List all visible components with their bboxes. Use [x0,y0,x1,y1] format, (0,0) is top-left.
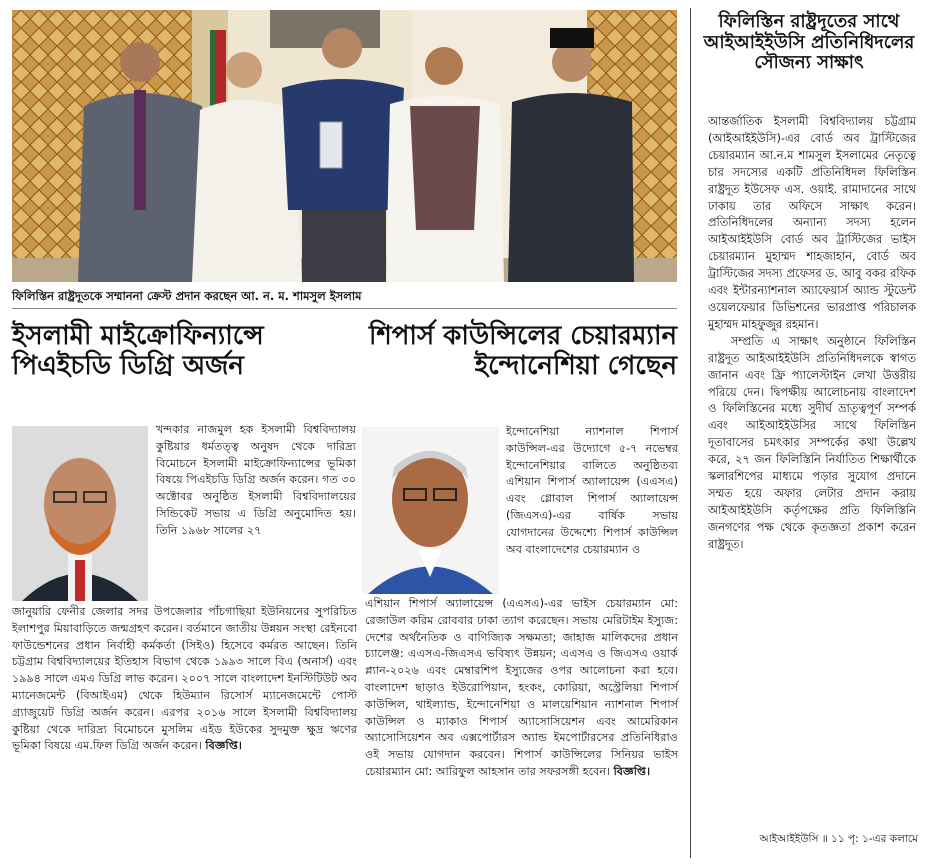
headline-shippers-council: শিপার্স কাউন্সিলের চেয়ারম্যান ইন্দোনেশিয়া গেছেন [368,321,677,381]
portrait-illustration-2 [362,427,499,594]
article-phd-sign: বিজ্ঞপ্তি। [205,739,242,753]
article-phd-body-lower [12,604,357,755]
main-photo [12,10,677,282]
article-phd-paragraph-1: খন্দকার নাজমুল হক ইসলামী বিশ্ববিদ্যালয় কুষ্টিয়ার ধর্মতত্ত্ব অনুষদ থেকে দারিদ্র্য বিমোচনে ইসলামী মাইক্রোফিন্যান্সের ভূমিকা বিষয়ে পিএইচডি ডিগ্রি অর্জন করেন। গত ৩০ অক্টোবর অনুষ্ঠিত ইসলামী বিশ্ববিদ্যালয়ের সিন্ডিকেট সভায় এ ডিগ্রি অনুমোদিত হয়। তিনি ১৯৬৮ সালের ২৭ [156,423,356,537]
article-shippers-paragraph-2: এশিয়ান শিপার্স অ্যালায়েন্স (এএসএ)-এর ভাইস চেয়ারম্যান মো: রেজাউল করিম রোববার ঢাকা ত্যাগ করেছেন। সভায় মেরিটাইম ইস্যুজ: দেশের অর্থনৈতিক ও বাণিজ্যিক সক্ষমতা; জাহাজ মালিকদের প্রধান চ্যালেঞ্জ: এএসএ-জিএসএ ভবিষ্যৎ উন্নয়ন; এএসএ ও জিএসএ ওয়ার্ক প্ল্যান-২০২৬ এবং মেম্বারশিপ ইস্যুজের ওপর আলোচনা করা হবে। বাংলাদেশ ছাড়াও ইউরোপিয়ান, হংকং, কোরিয়া, অস্ট্রেলিয়া শিপার্স কাউন্সিল, থাইল্যান্ড, ইন্দোনেশিয়া ও মালয়েশিয়ান ন্যাশনাল শিপার্স কাউন্সিল ও ম্যাকাও শিপার্স অ্যাসোসিয়েশন এবং আমেরিকান অ্যাসোসিয়েশন অব এক্সপোর্টারস অ্যান্ড ইমপোর্টারসের প্রতিনিধিরাও ওই সভায় যোগদান করবেন। শিপার্স কাউন্সিলের সিনিয়র ভাইস চেয়ারম্যান মো: আরিফুল আহসান তার সফরসঙ্গী হবেন। [365,597,678,778]
portrait-khondokar-nazmul-hoque [12,426,148,601]
article-palestine-body [708,113,916,553]
photo-caption: ফিলিস্তিন রাষ্ট্রদূতকে সম্মাননা ক্রেস্ট প্রদান করছেন আ. ন. ম. শামসুল ইসলাম [12,289,362,303]
article-palestine-paragraph-2: সম্প্রতি এ সাক্ষাৎ অনুষ্ঠানে ফিলিস্তিন রাষ্ট্রদূত আইআইইউসি প্রতিনিধিদলকে স্বাগত জানান এবং ফ্রি প্যালেস্টাইন লেখা উত্তরীয় পরিয়ে দেন। দ্বিপক্ষীয় আলোচনায় বাংলাদেশ ও ফিলিস্তিনের মধ্যে সুদীর্ঘ ভ্রাতৃত্বপূর্ণ সম্পর্ক এবং আইআইইউসির সাথে ফিলিস্তিন দূতাবাসের চমৎকার সম্পর্কের কথা উল্লেখ করে, ২৭ জন ফিলিস্তিনি নির্যাতিত শিক্ষার্থীকে স্কলারশিপের মাধ্যমে পড়ার সুযোগ প্রদানে সম্মত হয়ে অফার লেটার প্রদান করায় আইআইইউসি কর্তৃপক্ষের প্রতি ফিলিস্তিনি জনগণের পক্ষ থেকে কৃতজ্ঞতা প্রকাশ করেন রাষ্ট্রদূত। [708,333,916,551]
article-shippers-paragraph-1: ইন্দোনেশিয়া ন্যাশনাল শিপার্স কাউন্সিল-এর উদ্যোগে ৫-৭ নভেম্বর ইন্দোনেশিয়ার বালিতে অনুষ্ঠিতব্য এশিয়ান শিপার্স অ্যালায়েন্স (এএসএ) এবং গ্লোবাল শিপার্স অ্যালায়েন্স (জিএসএ)-এর বার্ষিক সভায় যোগদানের উদ্দেশ্যে শিপার্স কাউন্সিল অব বাংলাদেশের চেয়ারম্যান ও [506,425,678,556]
horizontal-divider [12,308,677,309]
article-shippers-sign: বিজ্ঞপ্তি। [613,764,651,778]
group-photo-illustration [12,10,677,282]
column-divider [690,8,691,858]
continuation-note: আইআইইউসি ॥ ১১ পৃ: ১-এর কলামে [759,833,918,845]
article-shippers-body-lower [365,596,678,781]
article-palestine-paragraph-1: আন্তর্জাতিক ইসলামী বিশ্ববিদ্যালয় চট্টগ্রাম (আইআইইউসি)-এর বোর্ড অব ট্রাস্টিজের চেয়ারম্যান আ.ন.ম শামসুল ইসলামের নেতৃত্বে চার সদস্যের একটি প্রতিনিধিদল ফিলিস্তিন রাষ্ট্রদূত ইউসেফ এস. ওয়াই. রামাদানের সাথে ঢাকায় তার অফিসে সাক্ষাৎ করেন। প্রতিনিধিদলের অন্যান্য সদস্য হলেন আইআইইউসি বোর্ড অব ট্রাস্টিজের ভাইস চেয়ারম্যান মুহাম্মদ শাহজাহান, বোর্ড অব ট্রাস্টিজের সদস্য প্রফেসর ড. আবু বকর রফিক এবং ইন্টারন্যাশনাল অ্যাফেয়ার্স অ্যান্ড স্টুডেন্ট ওয়েলফেয়ার ডিভিশনের ভারপ্রাপ্ত পরিচালক মুহাম্মদ মাহফুজুর রহমান। [708,114,916,331]
headline-palestine-meeting: ফিলিস্তিন রাষ্ট্রদূতের সাথে আইআইইউসি প্রতিনিধিদলের সৌজন্য সাক্ষাৎ [703,11,915,74]
headline-phd-degree: ইসলামী মাইক্রোফিন্যান্সে পিএইচডি ডিগ্রি অর্জন [12,321,264,381]
portrait-rezaul-karim [362,427,499,594]
portrait-illustration [12,426,148,601]
article-phd-paragraph-2: জানুয়ারি ফেনীর জেলার সদর উপজেলার পাঁচগাছিয়া ইউনিয়নের সুপরিচিত ইলাশপুর মিয়াবাড়িতে জন্মগ্রহণ করেন। বর্তমানে জাতীয় উন্নয়ন সংস্থা রেইনবো ফাউন্ডেশনের প্রধান নির্বাহী কর্মকর্তা (সিইও) হিসেবে কর্মরত আছেন। তিনি চট্টগ্রাম বিশ্ববিদ্যালয়ের ইতিহাস বিভাগ থেকে ১৯৯৩ সালে বিএ (অনার্স) এবং ১৯৯৪ সালে এমএ ডিগ্রি লাভ করেন। ২০০৭ সালে বাংলাদেশ ইনস্টিটিউট অব ম্যানেজমেন্ট (বিআইএম) থেকে হিউম্যান রিসোর্স ম্যানেজমেন্টে পোস্ট গ্র্যাজুয়েট ডিগ্রি অর্জন করেন। এরপর ২০১৬ সালে ইসলামী বিশ্ববিদ্যালয় কুষ্টিয়া থেকে দারিদ্র্য বিমোচনে মুসলিম এইড ইউকের সুদমুক্ত ক্ষুদ্র ঋণের ভূমিকা বিষয়ে এম.ফিল ডিগ্রি অর্জন করেন। [12,605,357,753]
